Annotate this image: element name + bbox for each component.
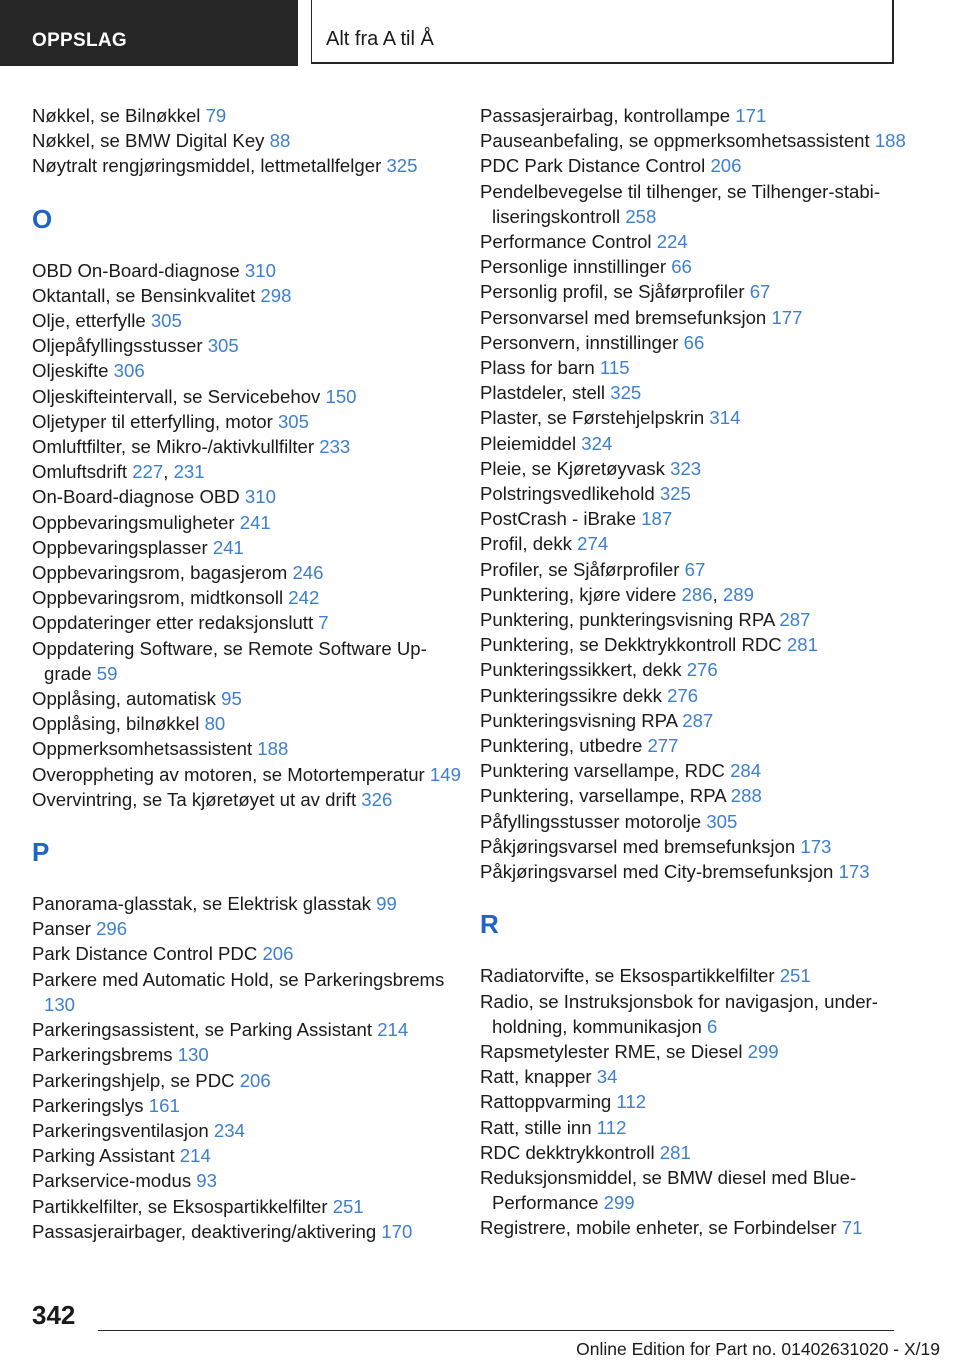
entry-term: Polstringsvedlikehold bbox=[480, 483, 660, 505]
index-entry bbox=[32, 384, 462, 409]
page-link[interactable]: 130 bbox=[177, 1044, 209, 1066]
entry-term: Punkteringssikre dekk bbox=[480, 684, 668, 706]
index-entry bbox=[480, 758, 910, 783]
entry-term: Personvern, innstillinger bbox=[480, 331, 684, 353]
entry-term: Panorama-glasstak, se Elektrisk glasstak bbox=[32, 893, 377, 915]
entry-term: Panser bbox=[32, 918, 97, 940]
entry-term: Punktering, utbedre bbox=[480, 735, 648, 757]
entry-term: OBD On-Board-diagnose bbox=[32, 259, 245, 281]
entry-term: Personlig profil, se Sjåførprofiler bbox=[480, 281, 750, 303]
index-entry bbox=[32, 308, 462, 333]
index-entry bbox=[32, 1168, 462, 1193]
index-entry bbox=[32, 736, 462, 761]
entry-term: Oppbevaringsmuligheter bbox=[32, 511, 240, 533]
entry-term: Overoppheting av motoren, se Motortemperatur bbox=[32, 763, 430, 785]
index-entry bbox=[480, 1165, 910, 1215]
entry-term: Personlige innstillinger bbox=[480, 256, 672, 278]
index-entry bbox=[32, 1143, 462, 1168]
page-link[interactable]: 206 bbox=[262, 943, 294, 965]
page-link[interactable]: 299 bbox=[603, 1192, 635, 1214]
index-entry bbox=[32, 1118, 462, 1143]
page-link[interactable]: 173 bbox=[800, 835, 832, 857]
page-link[interactable]: 287 bbox=[779, 609, 811, 631]
page-link[interactable]: 115 bbox=[599, 357, 630, 379]
entry-term: Rattoppvarming bbox=[480, 1091, 617, 1113]
page-link[interactable]: 66 bbox=[683, 331, 705, 353]
index-entry bbox=[480, 607, 910, 632]
entry-term: Reduksjonsmiddel, se BMW diesel med BluePerformance bbox=[480, 1166, 857, 1214]
entry-term: Oppmerksomhetsassistent bbox=[32, 738, 258, 760]
index-entry bbox=[32, 409, 462, 434]
index-entry bbox=[480, 481, 910, 506]
index-entry bbox=[480, 531, 910, 556]
entry-term: On-Board-diagnose OBD bbox=[32, 486, 245, 508]
entry-term: Performance Control bbox=[480, 231, 657, 253]
index-entry bbox=[32, 762, 462, 787]
page-link[interactable]: 305 bbox=[706, 810, 738, 832]
page-link[interactable]: 88 bbox=[269, 130, 291, 152]
index-entry bbox=[480, 330, 910, 355]
page-header bbox=[0, 0, 960, 66]
entry-term: Påkjøringsvarsel med bremsefunksjon bbox=[480, 835, 801, 857]
index-entry bbox=[480, 405, 910, 430]
page-link[interactable]: 93 bbox=[196, 1170, 217, 1192]
entry-term: Punktering varsellampe, RDC bbox=[480, 760, 731, 782]
page-link[interactable]: 149 bbox=[429, 763, 461, 785]
page-link[interactable]: 258 bbox=[625, 205, 657, 227]
page-link[interactable]: 306 bbox=[113, 360, 145, 382]
index-entry bbox=[480, 305, 910, 330]
entry-term: Pendelbevegelse til tilhenger, se Tilhenger-stabiliseringskontroll bbox=[480, 180, 881, 227]
page-link[interactable]: 161 bbox=[148, 1094, 180, 1116]
page-link[interactable]: 242 bbox=[288, 587, 320, 609]
index-entry bbox=[32, 510, 462, 535]
entry-term: PostCrash - iBrake bbox=[480, 508, 642, 530]
page-link[interactable]: 324 bbox=[581, 432, 613, 454]
index-entry bbox=[480, 1089, 910, 1114]
index-entry bbox=[480, 708, 910, 733]
entry-term: Olje, etterfylle bbox=[32, 310, 151, 332]
entry-term: Nøytralt rengjøringsmiddel, lettmetallfelger bbox=[32, 155, 387, 177]
index-entry bbox=[480, 783, 910, 808]
index-entry bbox=[480, 1039, 910, 1064]
entry-term: Oljetyper til etterfylling, motor bbox=[32, 410, 278, 432]
index-entry bbox=[32, 535, 462, 560]
entry-term: Parkere med Automatic Hold, se Parkeringsbrems bbox=[32, 968, 445, 990]
index-entry bbox=[32, 1068, 462, 1093]
index-letter-heading: R bbox=[480, 909, 499, 940]
index-entry bbox=[32, 1194, 462, 1219]
page-link[interactable]: 325 bbox=[610, 382, 642, 404]
page-link[interactable]: 323 bbox=[670, 457, 702, 479]
page-link[interactable]: 187 bbox=[641, 508, 673, 530]
entry-term: Parkeringshjelp, se PDC bbox=[32, 1069, 240, 1091]
page-link[interactable]: 214 bbox=[377, 1019, 409, 1041]
entry-term: Radiatorvifte, se Eksospartikkelfilter bbox=[480, 965, 780, 987]
index-entry bbox=[480, 1215, 910, 1240]
index-entry bbox=[32, 941, 462, 966]
page-link[interactable]: 298 bbox=[260, 284, 292, 306]
entry-term: Ratt, stille inn bbox=[480, 1116, 597, 1138]
page-link[interactable]: 95 bbox=[221, 688, 242, 710]
index-entry bbox=[32, 686, 462, 711]
page-link[interactable]: 214 bbox=[179, 1145, 211, 1167]
edition-note: Online Edition for Part no. 01402631020 - X/19 bbox=[576, 1339, 940, 1359]
entry-term: Overvintring, se Ta kjøretøyet ut av drift bbox=[32, 788, 362, 810]
page-link[interactable]: 326 bbox=[361, 788, 393, 810]
index-entry bbox=[32, 283, 462, 308]
index-entry bbox=[480, 1115, 910, 1140]
page-link[interactable]: 112 bbox=[596, 1116, 627, 1138]
page-link[interactable]: 233 bbox=[319, 436, 351, 458]
entry-term: Punktering, punkteringsvisning RPA bbox=[480, 609, 780, 631]
entry-term: Partikkelfilter, se Eksospartikkelfilter bbox=[32, 1195, 333, 1217]
index-entry bbox=[32, 128, 462, 153]
entry-term: Parking Assistant bbox=[32, 1145, 180, 1167]
page-link[interactable]: 299 bbox=[747, 1040, 779, 1062]
entry-term: PDC Park Distance Control bbox=[480, 155, 711, 177]
entry-term: Profil, dekk bbox=[480, 533, 578, 555]
page-link[interactable]: 251 bbox=[332, 1195, 364, 1217]
entry-term: Oljeskifte bbox=[32, 360, 114, 382]
entry-term: Parkeringslys bbox=[32, 1094, 149, 1116]
entry-term: Oljepåfyllingsstusser bbox=[32, 335, 208, 357]
page-link[interactable]: 305 bbox=[150, 310, 182, 332]
page-link[interactable]: 34 bbox=[596, 1066, 618, 1088]
page-link[interactable]: 274 bbox=[577, 533, 609, 555]
page-link[interactable]: 289 bbox=[722, 583, 754, 605]
page-link[interactable]: 130 bbox=[44, 993, 76, 1015]
entry-term: Radio, se Instruksjonsbok for navigasjon, underholdning, kommunikasjon bbox=[480, 990, 878, 1037]
index-entry bbox=[480, 859, 910, 884]
page-link[interactable]: 276 bbox=[667, 684, 699, 706]
page-link[interactable]: 59 bbox=[96, 662, 118, 684]
entry-term: Oljeskifteintervall, se Servicebehov bbox=[32, 385, 326, 407]
index-entry bbox=[480, 989, 910, 1039]
page-link[interactable]: 206 bbox=[710, 155, 742, 177]
entry-term: Påkjøringsvarsel med City-bremsefunksjon bbox=[480, 861, 839, 883]
entry-term: Personvarsel med bremsefunksjon bbox=[480, 306, 772, 328]
entry-term: Plastdeler, stell bbox=[480, 382, 611, 404]
page-link[interactable]: 71 bbox=[841, 1217, 863, 1239]
page-link[interactable]: 171 bbox=[735, 105, 767, 126]
page-link[interactable]: 287 bbox=[682, 709, 714, 731]
index-entry bbox=[32, 103, 462, 128]
index-entry bbox=[32, 560, 462, 585]
entry-term: Pauseanbefaling, se oppmerksomhetsassistent bbox=[480, 130, 875, 152]
index-entry bbox=[480, 683, 910, 708]
entry-term: Registrere, mobile enheter, se Forbindelser bbox=[480, 1217, 842, 1239]
page-link[interactable]: 112 bbox=[616, 1091, 647, 1113]
index-entry bbox=[480, 103, 910, 128]
page-link[interactable]: 231 bbox=[173, 461, 205, 483]
page-link[interactable]: 67 bbox=[684, 558, 706, 580]
index-entry bbox=[480, 229, 910, 254]
entry-term: Plaster, se Førstehjelpskrin bbox=[480, 407, 710, 429]
page-link[interactable]: 310 bbox=[244, 259, 276, 281]
entry-term: Oppdatering Software, se Remote Software Upgrade bbox=[32, 637, 427, 684]
index-entry bbox=[32, 1219, 462, 1244]
index-entry bbox=[32, 333, 462, 358]
entry-term: Påfyllingsstusser motorolje bbox=[480, 810, 707, 832]
entry-term: Parkeringsbrems bbox=[32, 1044, 178, 1066]
index-entry bbox=[480, 153, 910, 178]
page-link[interactable]: 188 bbox=[874, 130, 906, 152]
page-link[interactable]: 177 bbox=[771, 306, 803, 328]
page-separator: , bbox=[712, 583, 723, 605]
entry-term: Punktering, varsellampe, RPA bbox=[480, 785, 731, 807]
index-entry bbox=[480, 733, 910, 758]
entry-term: Rapsmetylester RME, se Diesel bbox=[480, 1040, 748, 1062]
index-entry bbox=[32, 891, 462, 916]
entry-term: Punktering, se Dekktrykkontroll RDC bbox=[480, 634, 787, 656]
page-link[interactable]: 79 bbox=[205, 105, 227, 126]
page-link[interactable]: 305 bbox=[277, 410, 309, 432]
entry-term: Passasjerairbag, kontrollampe bbox=[480, 105, 736, 126]
entry-term: Plass for barn bbox=[480, 357, 600, 379]
index-entry bbox=[32, 434, 462, 459]
index-entry bbox=[32, 153, 462, 178]
entry-term: Oppbevaringsrom, midtkonsoll bbox=[32, 587, 289, 609]
entry-term: Omluftsdrift bbox=[32, 461, 133, 483]
entry-term: Oppdateringer etter redaksjonslutt bbox=[32, 612, 319, 634]
entry-term: Parkeringsassistent, se Parking Assistant bbox=[32, 1019, 378, 1041]
page-link[interactable]: 234 bbox=[213, 1119, 245, 1141]
index-entry bbox=[32, 484, 462, 509]
page-separator: , bbox=[163, 461, 174, 483]
index-entry bbox=[480, 809, 910, 834]
entry-term: Opplåsing, automatisk bbox=[32, 688, 222, 710]
entry-term: Punkteringssikkert, dekk bbox=[480, 659, 687, 681]
page-link[interactable]: 296 bbox=[96, 918, 128, 940]
page-link[interactable]: 227 bbox=[132, 461, 164, 483]
index-column-left bbox=[32, 103, 462, 1244]
entry-term: Nøkkel, se BMW Digital Key bbox=[32, 130, 270, 152]
index-entry bbox=[32, 585, 462, 610]
index-entry bbox=[480, 582, 910, 607]
entry-term: Parkeringsventilasjon bbox=[32, 1119, 214, 1141]
page-link[interactable]: 325 bbox=[659, 483, 691, 505]
entry-term: RDC dekktrykkontroll bbox=[480, 1141, 660, 1163]
page-link[interactable]: 188 bbox=[257, 738, 289, 760]
index-entry bbox=[480, 557, 910, 582]
index-entry bbox=[32, 358, 462, 383]
index-entry bbox=[480, 380, 910, 405]
index-entry bbox=[480, 834, 910, 859]
index-entry bbox=[480, 657, 910, 682]
page-link[interactable]: 286 bbox=[681, 583, 713, 605]
entry-term: Oppbevaringsrom, bagasjerom bbox=[32, 562, 293, 584]
page-link[interactable]: 241 bbox=[239, 511, 271, 533]
index-letter-heading: P bbox=[32, 837, 50, 868]
index-entry bbox=[480, 632, 910, 657]
page-link[interactable]: 173 bbox=[838, 861, 870, 883]
index-entry bbox=[32, 1093, 462, 1118]
index-entry bbox=[480, 1140, 910, 1165]
entry-term: Park Distance Control PDC bbox=[32, 943, 263, 965]
index-entry bbox=[480, 963, 910, 988]
page-link[interactable]: 99 bbox=[376, 893, 397, 915]
index-entry bbox=[32, 610, 462, 635]
page-link[interactable]: 277 bbox=[647, 735, 679, 757]
page-link[interactable]: 276 bbox=[686, 659, 718, 681]
page-link[interactable]: 241 bbox=[212, 536, 244, 558]
index-entry bbox=[32, 711, 462, 736]
page-link[interactable]: 281 bbox=[659, 1141, 691, 1163]
entry-term: Nøkkel, se Bilnøkkel bbox=[32, 105, 206, 126]
page-link[interactable]: 7 bbox=[318, 612, 329, 634]
page-link[interactable]: 281 bbox=[786, 634, 818, 656]
entry-term: Opplåsing, bilnøkkel bbox=[32, 713, 205, 735]
page-link[interactable]: 170 bbox=[381, 1220, 413, 1242]
entry-term: Pleie, se Kjøretøyvask bbox=[480, 457, 671, 479]
page-link[interactable]: 310 bbox=[244, 486, 276, 508]
index-column-right bbox=[480, 103, 910, 1241]
index-entry bbox=[32, 636, 462, 686]
page-link[interactable]: 224 bbox=[656, 231, 688, 253]
page-link[interactable]: 251 bbox=[779, 965, 811, 987]
page-link[interactable]: 6 bbox=[706, 1015, 718, 1037]
page-number: 342 bbox=[32, 1300, 76, 1330]
index-letter-heading: O bbox=[32, 203, 53, 234]
index-entry bbox=[480, 1064, 910, 1089]
page-link[interactable]: 150 bbox=[325, 385, 357, 407]
index-entry bbox=[32, 916, 462, 941]
chapter-title: Alt fra A til Å bbox=[311, 0, 894, 64]
entry-term: Parkservice-modus bbox=[32, 1170, 197, 1192]
entry-term: Oktantall, se Bensinkvalitet bbox=[32, 284, 261, 306]
page-link[interactable]: 246 bbox=[292, 562, 324, 584]
index-entry bbox=[32, 967, 462, 1017]
entry-term: Passasjerairbager, deaktivering/aktivering bbox=[32, 1220, 382, 1242]
section-tab: OPPSLAG bbox=[0, 0, 298, 66]
footer-divider bbox=[98, 1330, 894, 1331]
page-link[interactable]: 206 bbox=[239, 1069, 271, 1091]
page-link[interactable]: 288 bbox=[730, 785, 762, 807]
entry-term: Oppbevaringsplasser bbox=[32, 536, 213, 558]
entry-term: Punkteringsvisning RPA bbox=[480, 709, 683, 731]
index-entry bbox=[480, 355, 910, 380]
index-entry bbox=[480, 506, 910, 531]
index-entry bbox=[480, 279, 910, 304]
index-entry bbox=[32, 787, 462, 812]
entry-term: Profiler, se Sjåførprofiler bbox=[480, 558, 685, 580]
entry-term: Punktering, kjøre videre bbox=[480, 583, 682, 605]
page-link[interactable]: 325 bbox=[386, 155, 418, 177]
index-entry bbox=[480, 128, 910, 153]
page-link[interactable]: 314 bbox=[709, 407, 741, 429]
index-entry bbox=[32, 459, 462, 484]
index-entry bbox=[480, 254, 910, 279]
index-entry bbox=[480, 431, 910, 456]
page-link[interactable]: 67 bbox=[749, 281, 771, 303]
index-entry bbox=[480, 456, 910, 481]
entry-term: Pleiemiddel bbox=[480, 432, 582, 454]
page-link[interactable]: 80 bbox=[204, 713, 226, 735]
page-link[interactable]: 66 bbox=[671, 256, 692, 278]
index-entry bbox=[480, 179, 910, 229]
index-entry bbox=[32, 258, 462, 283]
index-entry bbox=[32, 1017, 462, 1042]
page-link[interactable]: 305 bbox=[207, 335, 239, 357]
page-link[interactable]: 284 bbox=[730, 760, 762, 782]
index-entry bbox=[32, 1042, 462, 1067]
entry-term: Ratt, knapper bbox=[480, 1066, 597, 1088]
entry-term: Omluftfilter, se Mikro-/aktivkullfilter bbox=[32, 436, 320, 458]
